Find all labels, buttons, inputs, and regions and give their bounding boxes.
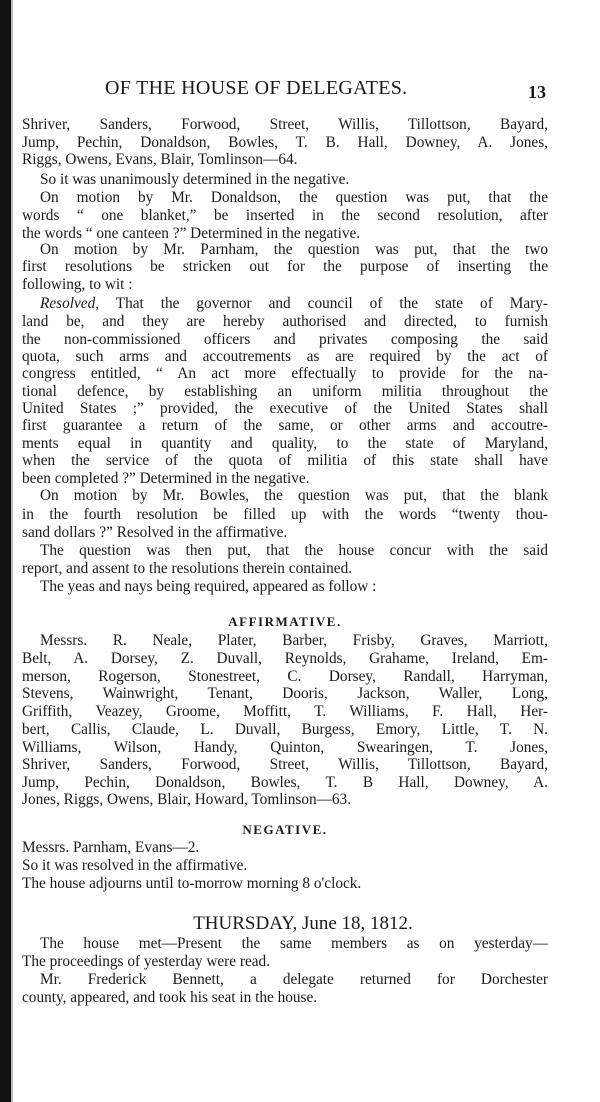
section-heading-affirmative: AFFIRMATIVE. <box>228 614 342 629</box>
resolved-word: Resolved, <box>40 295 100 312</box>
text-line: first guarantee a return of the same, or other arms and accoutre- <box>22 417 548 434</box>
text-line: land be, and they are hereby authorised and directed, to furnish <box>22 313 548 330</box>
text-line: county, appeared, and took his seat in the house. <box>22 989 318 1006</box>
text-line: in the fourth resolution be filled up with the words “twenty thou- <box>22 506 548 523</box>
text-line: first resolutions be stricken out for the purpose of inserting the <box>22 258 548 275</box>
text-line: tional defence, by establishing an uniform militia throughout the <box>22 383 548 400</box>
text-line: Riggs, Owens, Evans, Blair, Tomlinson—64. <box>22 151 298 168</box>
text-line: The house met—Present the same members as on yesterday— <box>40 935 548 952</box>
text-line: The yeas and nays being required, appeared as follow : <box>40 578 377 595</box>
scan-edge <box>0 0 11 1102</box>
text-line: Griffith, Veazey, Groome, Moffitt, T. Williams, F. Hall, Her- <box>22 703 548 720</box>
text-line: Jones, Riggs, Owens, Blair, Howard, Tomlinson—63. <box>22 791 352 808</box>
text-line: So it was resolved in the affirmative. <box>22 857 248 874</box>
text-line: congress entitled, “ An act more effectually to provide for the na- <box>22 365 548 382</box>
text-line: following, to wit : <box>22 276 133 293</box>
text-line: Messrs. Parnham, Evans—2. <box>22 839 200 856</box>
text-line: Belt, A. Dorsey, Z. Duvall, Reynolds, Grahame, Ireland, Em- <box>22 650 548 667</box>
text-line: the non-commissioned officers and privates composing the said <box>22 331 548 348</box>
text-line: So it was unanimously determined in the negative. <box>40 171 350 188</box>
text-line: Messrs. R. Neale, Plater, Barber, Frisby, Graves, Marriott, <box>40 632 548 649</box>
text-line: ments equal in quantity and quality, to the state of Maryland, <box>22 435 548 452</box>
text-line: Williams, Wilson, Handy, Quinton, Swearingen, T. Jones, <box>22 739 548 756</box>
text-line: On motion by Mr. Bowles, the question was put, that the blank <box>40 487 548 504</box>
text-line: quota, such arms and accoutrements as are required by the act of <box>22 348 548 365</box>
running-head: OF THE HOUSE OF DELEGATES. <box>105 77 408 99</box>
text-line: Jump, Pechin, Donaldson, Bowles, T. B. Hall, Downey, A. Jones, <box>22 134 548 151</box>
page-number: 13 <box>528 82 546 102</box>
text-line: United States ;” provided, the executive of the United States shall <box>22 400 548 417</box>
text-line: Resolved, That the governor and council of the state of Mary- <box>40 295 548 312</box>
text-line: report, and assent to the resolutions therein contained. <box>22 560 353 577</box>
text-line: Stevens, Wainwright, Tenant, Dooris, Jackson, Waller, Long, <box>22 685 548 702</box>
text-line: sand dollars ?” Resolved in the affirmative. <box>22 524 288 541</box>
text-line: On motion by Mr. Donaldson, the question was put, that the <box>40 189 548 206</box>
text-line: words “ one blanket,” be inserted in the second resolution, after <box>22 207 548 224</box>
scan-edge-shadow <box>11 0 13 1102</box>
text-line: been completed ?” Determined in the negative. <box>22 470 310 487</box>
text-line: Mr. Frederick Bennett, a delegate returned for Dorchester <box>40 971 548 988</box>
text-line: Shriver, Sanders, Forwood, Street, Willis, Tillottson, Bayard, <box>22 756 548 773</box>
section-heading-negative: NEGATIVE. <box>242 822 328 837</box>
text-line: The house adjourns until to-morrow morning 8 o'clock. <box>22 875 362 892</box>
text-line: bert, Callis, Claude, L. Duvall, Burgess, Emory, Little, T. N. <box>22 721 548 738</box>
text-line: Jump, Pechin, Donaldson, Bowles, T. B Hall, Downey, A. <box>22 774 548 791</box>
text-line: merson, Rogerson, Stonestreet, C. Dorsey, Randall, Harryman, <box>22 668 548 685</box>
text-line: The proceedings of yesterday were read. <box>22 953 271 970</box>
text-line: Shriver, Sanders, Forwood, Street, Willis, Tillottson, Bayard, <box>22 116 548 133</box>
text-line: the words “ one canteen ?” Determined in the negative. <box>22 225 361 242</box>
date-heading: THURSDAY, June 18, 1812. <box>193 913 413 934</box>
text-line: The question was then put, that the house concur with the said <box>40 542 548 559</box>
text-line: when the service of the quota of militia of this state shall have <box>22 452 548 469</box>
text-line: On motion by Mr. Parnham, the question was put, that the two <box>40 241 548 258</box>
